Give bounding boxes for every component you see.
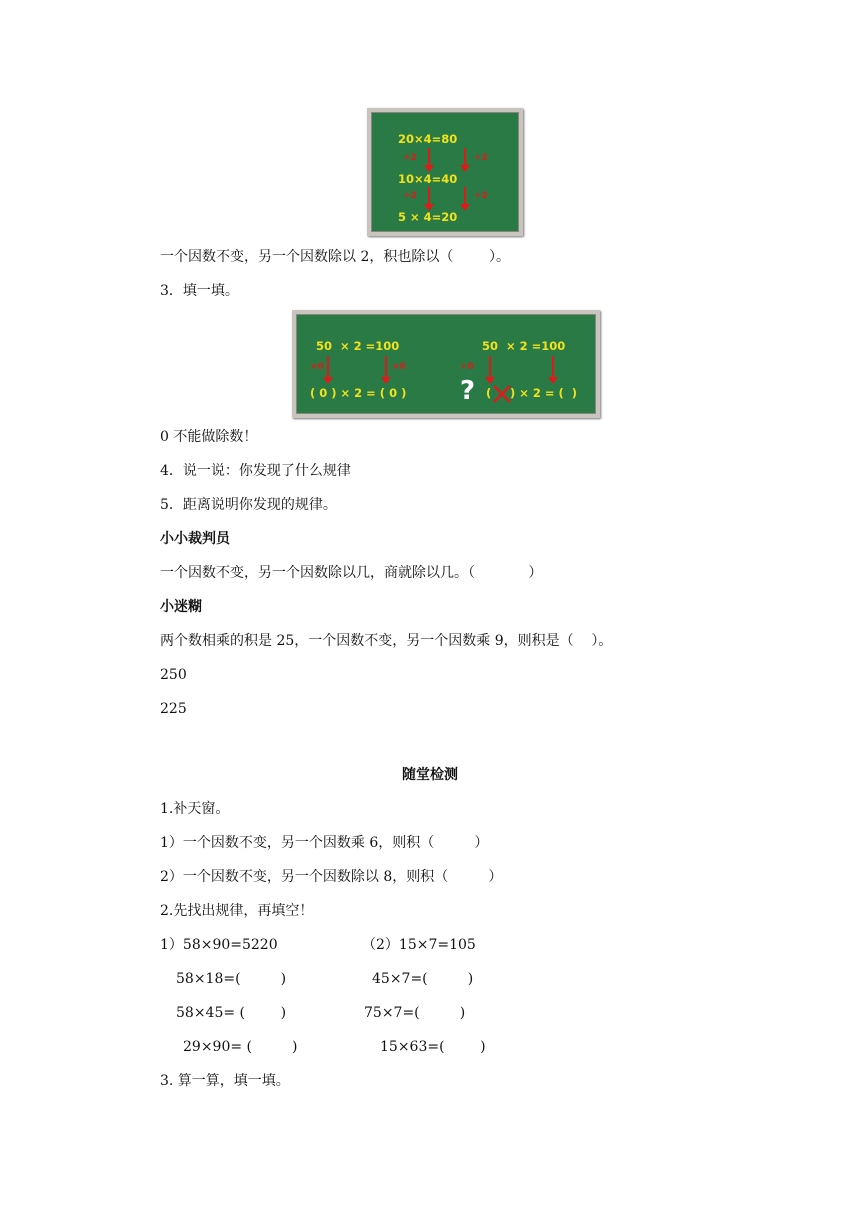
exercise-2-row-1: 45×7=( ) — [372, 971, 474, 987]
exercise-2-row-3: 15×63=( ) — [380, 1039, 486, 1055]
arrow-down-icon — [428, 187, 430, 205]
text-line-1: 一个因数不变，另一个因数除以 2，积也除以（ ）。 — [160, 249, 510, 265]
board2-left-op-l: ×0 — [310, 362, 324, 372]
board2-right-result-open: ( — [486, 386, 492, 400]
board2-right-result-rest: ) × 2 = ( ) — [510, 386, 578, 400]
exercise-1-row-2: 58×45= ( ) — [176, 1005, 287, 1021]
arrow-down-icon — [489, 356, 491, 378]
arrow-down-icon — [464, 187, 466, 205]
board1-eq1: 20×4=80 — [398, 132, 458, 146]
exercise-1-header: 1）58×90=5220 — [160, 937, 278, 953]
text-line-13: 2.先找出规律，再填空！ — [160, 903, 314, 919]
text-line-6: 一个因数不变，另一个因数除以几，商就除以几。（ ） — [160, 565, 543, 581]
arrow-down-icon — [385, 356, 387, 378]
heading-confused: 小迷糊 — [160, 599, 202, 615]
option-250: 250 — [160, 667, 187, 683]
cross-mark-icon — [492, 384, 512, 404]
board1-op-left-2: ÷2 — [403, 191, 417, 201]
arrow-down-icon — [552, 356, 554, 378]
arrow-down-icon — [428, 148, 430, 166]
text-line-3: 0 不能做除数！ — [160, 429, 258, 445]
exercise-2-header: （2）15×7=105 — [362, 937, 476, 953]
text-line-10: 1.补天窗。 — [160, 801, 230, 817]
board1-eq3: 5 × 4=20 — [398, 210, 458, 224]
text-line-2: 3．填一填。 — [160, 283, 239, 299]
board1-op-left-1: ÷2 — [403, 153, 417, 163]
heading-judge: 小小裁判员 — [160, 531, 230, 547]
board2-left-op-r: ×0 — [392, 362, 406, 372]
arrow-down-icon — [464, 148, 466, 166]
exercise-1-row-1: 58×18=( ) — [176, 971, 287, 987]
arrow-down-icon — [327, 356, 329, 378]
option-225: 225 — [160, 701, 187, 717]
board2-right-eq: 50 × 2 =100 — [482, 339, 566, 353]
question-mark-icon: ? — [460, 376, 476, 406]
exercise-1-row-3: 29×90= ( ) — [183, 1039, 298, 1055]
text-line-11: 1）一个因数不变，另一个因数乘 6，则积（ ） — [160, 835, 489, 851]
exercise-2-row-2: 75×7=( ) — [364, 1005, 466, 1021]
board1-op-right-1: ÷2 — [474, 153, 488, 163]
text-line-4: 4．说一说：你发现了什么规律 — [160, 463, 351, 479]
board2-left-eq: 50 × 2 =100 — [316, 339, 400, 353]
board1-op-right-2: ÷2 — [474, 191, 488, 201]
text-line-12: 2）一个因数不变，另一个因数除以 8，则积（ ） — [160, 869, 503, 885]
text-line-7: 两个数相乘的积是 25，一个因数不变，另一个因数乘 9，则积是（ ）。 — [160, 633, 613, 649]
section-title: 随堂检测 — [402, 767, 458, 783]
text-line-18: 3. 算一算，填一填。 — [160, 1073, 290, 1089]
board2-right-op: ÷0 — [460, 362, 474, 372]
blackboard-1 — [367, 108, 523, 236]
blackboard-2 — [292, 310, 600, 418]
text-line-5: 5．距离说明你发现的规律。 — [160, 497, 337, 513]
board2-left-result: ( 0 ) × 2 = ( 0 ) — [310, 386, 407, 400]
board1-eq2: 10×4=40 — [398, 172, 458, 186]
